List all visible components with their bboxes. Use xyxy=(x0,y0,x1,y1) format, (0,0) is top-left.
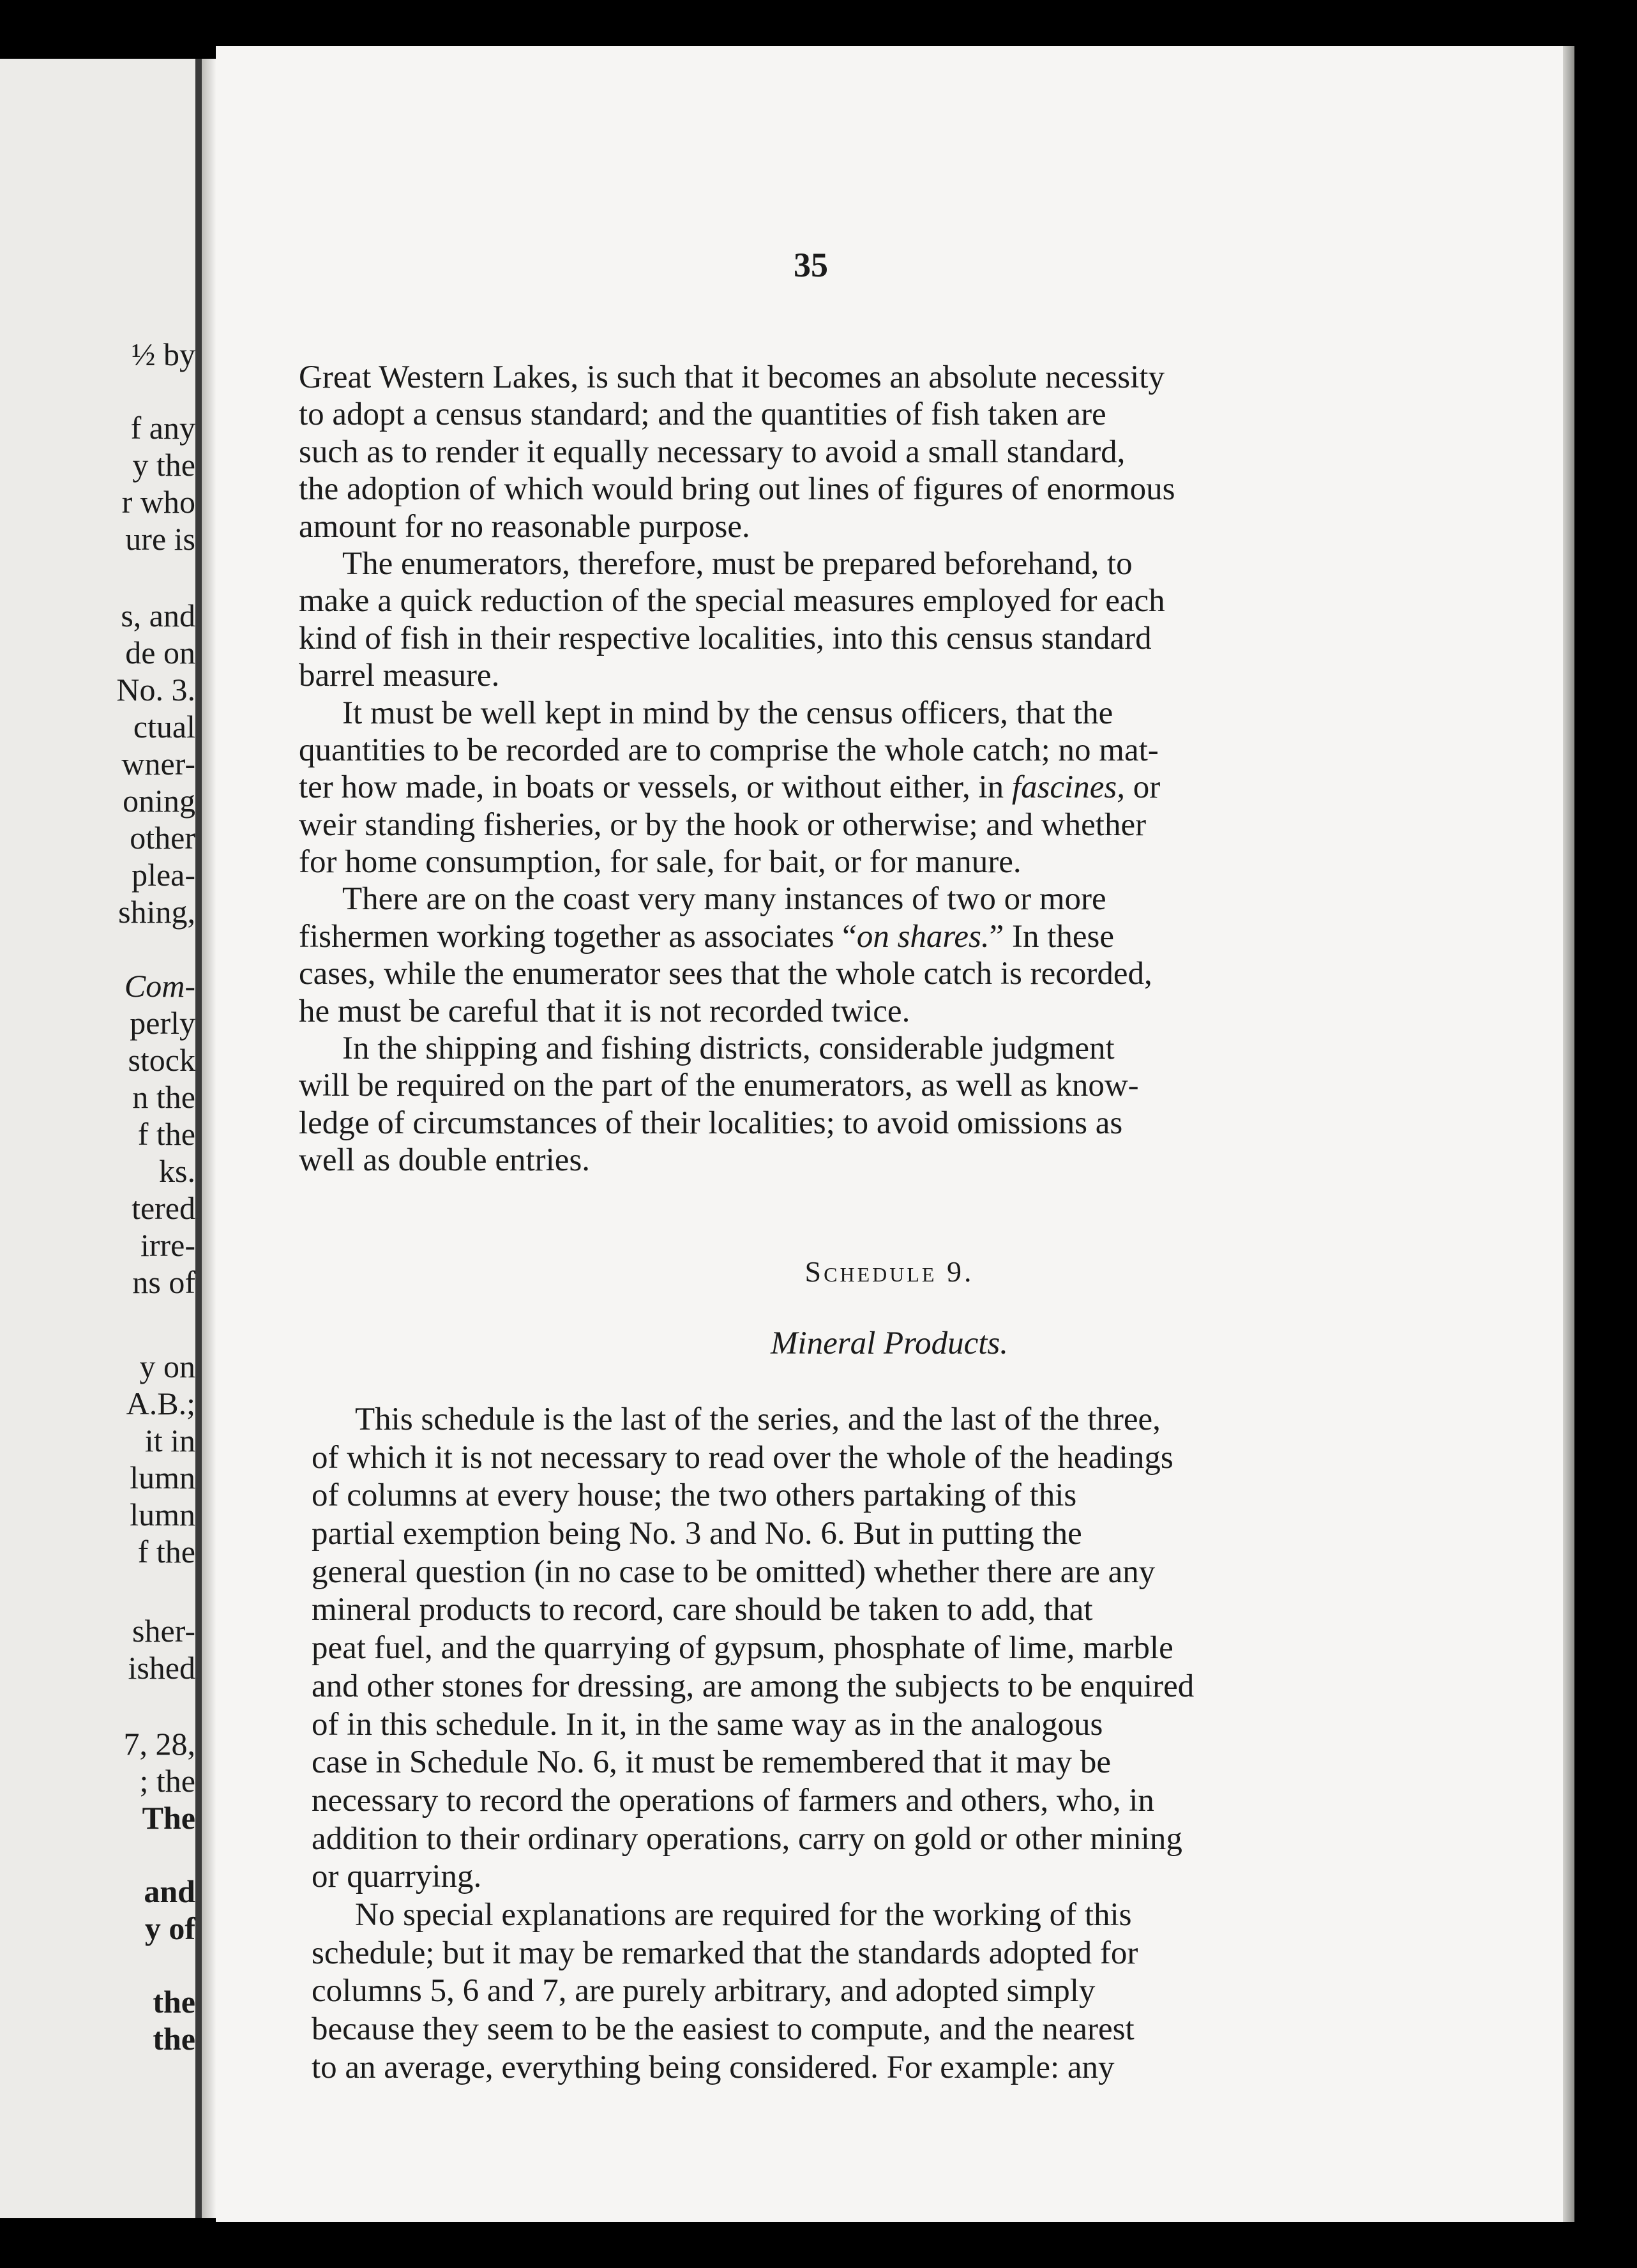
left-page-line: f the xyxy=(137,1116,195,1152)
text-line: make a quick reduction of the special measures employed for each xyxy=(299,583,1165,619)
text-line: It must be well kept in mind by the census officers, that the xyxy=(342,695,1113,731)
text-line: because they seem to be the easiest to compute, and the nearest xyxy=(312,2011,1135,2047)
left-page-line: f the xyxy=(137,1534,195,1569)
text-run: or xyxy=(1133,769,1161,806)
text-line: such as to render it equally necessary to avoid a small standard, xyxy=(299,434,1126,470)
text-line xyxy=(299,769,1563,806)
book-gutter xyxy=(195,59,202,2218)
text-line: There are on the coast very many instances of two or more xyxy=(342,881,1106,918)
left-page-line: 7, 28, xyxy=(123,1726,195,1762)
schedule-heading: Schedule 9. xyxy=(804,1255,974,1288)
left-page-line: f any xyxy=(130,410,195,446)
text-line: schedule; but it may be remarked that the standards adopted for xyxy=(312,1935,1138,1971)
text-line: cases, while the enumerator sees that the whole catch is recorded, xyxy=(299,956,1152,992)
left-page-line: lumn xyxy=(130,1460,195,1495)
left-page-line: ure is xyxy=(125,521,195,557)
left-page-line: Com- xyxy=(124,968,195,1004)
main-page xyxy=(216,46,1563,2222)
text-line: barrel measure. xyxy=(299,658,500,694)
text-line: of in this schedule. In it, in the same way as in the analogous xyxy=(312,1706,1103,1743)
left-page-fragment xyxy=(0,59,195,2218)
left-page-line: wner- xyxy=(121,746,195,782)
left-page-line: shing, xyxy=(118,894,195,930)
left-page-line: sher- xyxy=(132,1613,195,1649)
left-page-line: de on xyxy=(125,635,195,670)
text-line: to adopt a census standard; and the quantities of fish taken are xyxy=(299,397,1106,433)
text-line xyxy=(299,918,1563,955)
left-page-line: n the xyxy=(132,1079,195,1115)
text-line: and other stones for dressing, are among the subjects to be enquired xyxy=(312,1668,1195,1704)
text-line: In the shipping and fishing districts, considerable judgment xyxy=(342,1031,1115,1067)
text-line: will be required on the part of the enumerators, as well as know- xyxy=(299,1068,1139,1104)
text-line: of columns at every house; the two others partaking of this xyxy=(312,1478,1077,1514)
page-number: 35 xyxy=(794,246,828,284)
italic-term: fascines, xyxy=(1011,769,1125,806)
left-page-line: s, and xyxy=(121,598,195,633)
left-page-line: perly xyxy=(130,1005,195,1041)
left-page-line: other xyxy=(130,820,195,856)
text-line: mineral products to record, care should be taken to add, that xyxy=(312,1592,1093,1628)
left-page-line: ished xyxy=(128,1650,195,1686)
left-page-line: ctual xyxy=(133,709,195,745)
text-line: well as double entries. xyxy=(299,1142,591,1179)
left-page-line: y of xyxy=(144,1910,195,1946)
text-line: of which it is not necessary to read over the whole of the headings xyxy=(312,1439,1173,1476)
left-page-line: ½ by xyxy=(132,336,195,372)
left-page-line: y the xyxy=(132,447,195,483)
left-page-line: ns of xyxy=(132,1264,195,1300)
text-line: necessary to record the operations of farmers and others, who, in xyxy=(312,1782,1154,1818)
text-line: No special explanations are required for the working of this xyxy=(355,1896,1132,1933)
left-page-line: the xyxy=(153,1984,195,2020)
body-text-section-1 xyxy=(299,359,1563,1179)
text-line: he must be careful that it is not recorded twice. xyxy=(299,993,910,1029)
left-page-line: A.B.; xyxy=(126,1386,195,1421)
left-page-line: y on xyxy=(139,1349,195,1384)
text-line: case in Schedule No. 6, it must be remembered that it may be xyxy=(312,1744,1111,1781)
left-page-line: r who xyxy=(121,484,195,520)
text-line: addition to their ordinary operations, carry on gold or other mining xyxy=(312,1820,1182,1857)
text-line: The enumerators, therefore, must be prepared beforehand, to xyxy=(342,545,1133,582)
left-page-line: The xyxy=(142,1800,195,1836)
left-page-line: the xyxy=(153,2021,195,2057)
text-line: partial exemption being No. 3 and No. 6. But in putting the xyxy=(312,1516,1082,1552)
text-line: general question (in no case to be omitted) whether there are any xyxy=(312,1554,1156,1590)
text-line: Great Western Lakes, is such that it becomes an absolute necessity xyxy=(299,359,1165,395)
text-line: for home consumption, for sale, for bait, or for manure. xyxy=(299,844,1022,881)
text-line: columns 5, 6 and 7, are purely arbitrary, and adopted simply xyxy=(312,1973,1096,2009)
left-page-line: oning xyxy=(123,783,195,819)
schedule-subtitle: Mineral Products. xyxy=(770,1326,1009,1361)
text-line: weir standing fisheries, or by the hook or otherwise; and whether xyxy=(299,806,1147,843)
left-page-line: and xyxy=(144,1873,195,1909)
text-line: the adoption of which would bring out lines of figures of enormous xyxy=(299,471,1175,508)
text-line: quantities to be recorded are to comprise the whole catch; no mat- xyxy=(299,732,1159,768)
left-page-line: ks. xyxy=(159,1153,195,1189)
left-page-line: tered xyxy=(132,1190,195,1226)
left-page-line: ; the xyxy=(139,1763,195,1799)
text-run: fishermen working together as associates “ xyxy=(299,918,857,955)
text-line: ledge of circumstances of their localities; to avoid omissions as xyxy=(299,1105,1123,1141)
text-line: peat fuel, and the quarrying of gypsum, phosphate of lime, marble xyxy=(312,1630,1173,1667)
italic-term: on shares. xyxy=(856,918,990,955)
body-text-section-2 xyxy=(312,1401,1563,2087)
text-run: ” In these xyxy=(989,918,1115,955)
text-line: to an average, everything being considered. For example: any xyxy=(312,2049,1115,2085)
text-line: amount for no reasonable purpose. xyxy=(299,508,750,545)
left-page-line: stock xyxy=(128,1042,195,1078)
left-page-line: No. 3. xyxy=(116,672,195,707)
left-page-line: irre- xyxy=(140,1227,195,1263)
text-line: kind of fish in their respective localities, into this census standard xyxy=(299,620,1152,656)
page-right-edge xyxy=(1563,46,1574,2222)
text-line: This schedule is the last of the series, and the last of the three, xyxy=(355,1402,1161,1437)
left-page-line: lumn xyxy=(130,1497,195,1532)
gutter-shadow xyxy=(202,59,216,2218)
text-line: or quarrying. xyxy=(312,1859,482,1895)
text-run: ter how made, in boats or vessels, or without either, in xyxy=(299,769,1004,806)
left-page-line: it in xyxy=(144,1423,195,1458)
left-page-line: plea- xyxy=(132,857,195,893)
